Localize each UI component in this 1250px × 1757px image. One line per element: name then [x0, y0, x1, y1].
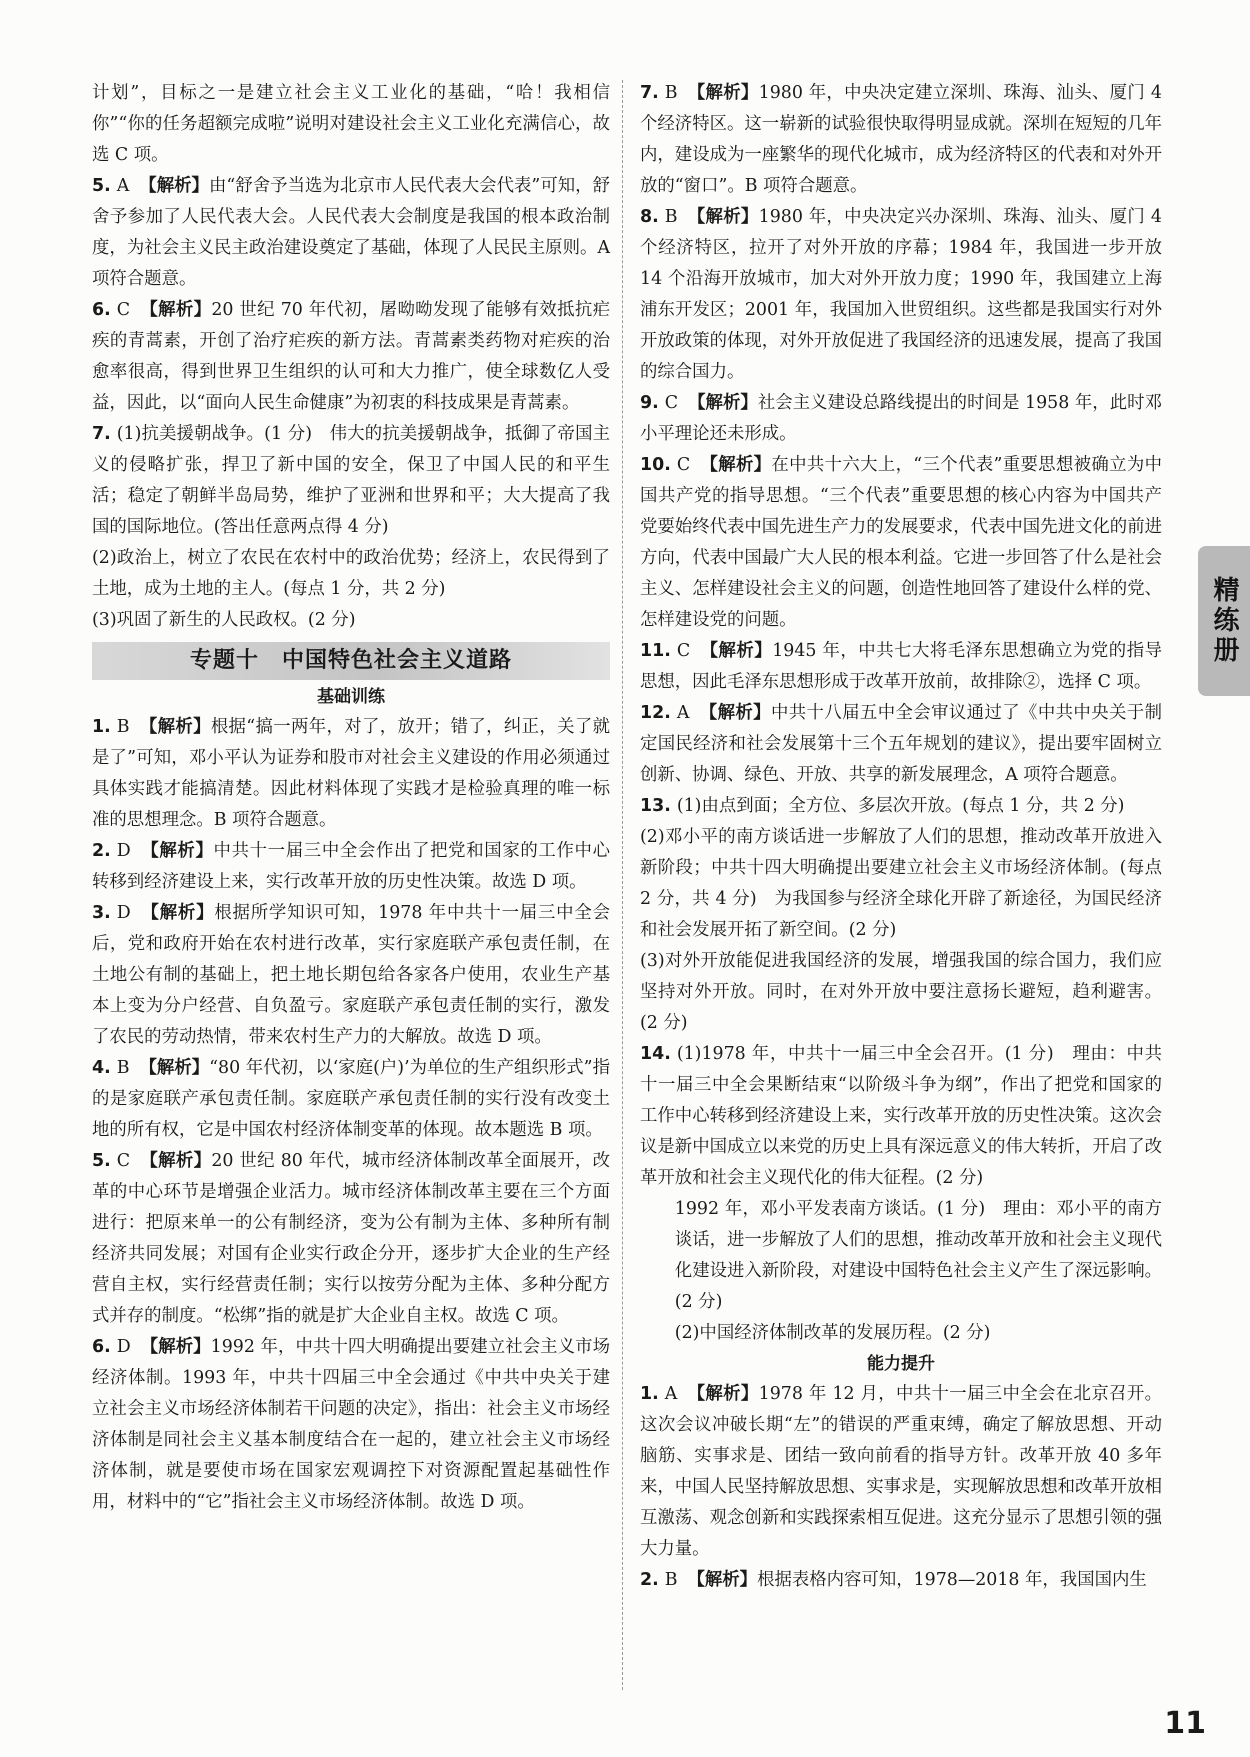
- answer-letter: C: [676, 641, 691, 661]
- answer-item: [92, 1053, 610, 1146]
- answer-item: [92, 1332, 610, 1518]
- left-column: [92, 78, 610, 1518]
- question-number: 7.: [640, 83, 659, 103]
- answer-letter: B: [116, 717, 130, 737]
- answer-letter: A: [116, 176, 130, 196]
- analysis-tag: 【解析】: [687, 1570, 758, 1590]
- answer-letter: B: [664, 1570, 678, 1590]
- section-title: 专题十 中国特色社会主义道路: [92, 642, 610, 680]
- question-number: 13.: [640, 796, 671, 816]
- answer-part: (2)中国经济体制改革的发展历程。(2 分): [674, 1323, 991, 1343]
- question-number: 7.: [92, 424, 111, 444]
- answer-item: [92, 171, 610, 295]
- analysis-tag: 【解析】: [688, 393, 758, 413]
- page-number: 11: [1164, 1706, 1206, 1741]
- column-divider: [622, 80, 623, 1690]
- answer-item: [640, 1379, 1162, 1565]
- question-number: 8.: [640, 207, 659, 227]
- question-number: 9.: [640, 393, 659, 413]
- answer-letter: C: [676, 455, 691, 475]
- right-column: [640, 78, 1162, 1596]
- answer-text: 社会主义建设总路线提出的时间是 1958 年，此时邓小平理论还未形成。: [640, 393, 1162, 444]
- question-number: 12.: [640, 703, 671, 723]
- question-number: 1.: [640, 1384, 659, 1404]
- question-number: 2.: [92, 841, 111, 861]
- answer-item: [640, 388, 1162, 450]
- question-number: 6.: [92, 1337, 111, 1357]
- question-number: 4.: [92, 1058, 111, 1078]
- answer-text: (1)由点到面；全方位、多层次开放。(每点 1 分，共 2 分): [676, 796, 1125, 816]
- analysis-tag: 【解析】: [140, 1151, 212, 1171]
- question-number: 1.: [92, 717, 111, 737]
- answer-letter: C: [116, 300, 131, 320]
- answer-text: 1978 年 12 月，中共十一届三中全会在北京召开。这次会议冲破长期“左”的错误的严重束缚，确定了解放思想、开动脑筋、实事求是、团结一致向前看的指导方针。改革开放 40 多年来，中国人民坚持解放思想、实事求是，实现解放思想和改革开放相互激荡、观念创新和实践探索相互促进。这充分显示了思想引领的强大力量。: [640, 1384, 1162, 1559]
- analysis-tag: 【解析】: [139, 1058, 210, 1078]
- question-number: 11.: [640, 641, 671, 661]
- answer-part: (2)政治上，树立了农民在农村中的政治优势；经济上，农民得到了土地，成为土地的主人。(每点 1 分，共 2 分): [92, 548, 610, 599]
- answer-item: [92, 898, 610, 1053]
- answer-letter: C: [116, 1151, 131, 1171]
- answer-letter: D: [116, 1337, 131, 1357]
- answer-text: 根据“搞一两年，对了，放开；错了，纠正，关了就是了”可知，邓小平认为证券和股市对社会主义建设的作用必须通过具体实践才能搞清楚。因此材料体现了实践才是检验真理的唯一标准的思想理念。B 项符合题意。: [92, 717, 610, 830]
- answer-item: [640, 1039, 1162, 1194]
- question-number: 6.: [92, 300, 111, 320]
- answer-part: (3)对外开放能促进我国经济的发展，增强我国的综合国力，我们应坚持对外开放。同时，在对外开放中要注意扬长避短，趋利避害。(2 分): [640, 951, 1162, 1033]
- answer-part: (2)邓小平的南方谈话进一步解放了人们的思想，推动改革开放进入新阶段；中共十四大明确提出要建立社会主义市场经济体制。(每点 2 分，共 4 分) 为我国参与经济全球化开辟了新途径，为国民经济和社会发展开拓了新空间。(2 分): [640, 827, 1162, 940]
- answer-text: 根据表格内容可知，1978—2018 年，我国国内生: [757, 1570, 1147, 1590]
- answer-letter: D: [116, 903, 131, 923]
- answer-item: [640, 698, 1162, 791]
- answer-item: [640, 791, 1162, 822]
- sub-title: 基础训练: [317, 687, 385, 707]
- analysis-tag: 【解析】: [699, 703, 771, 723]
- answer-text: 由“舒舍予当选为北京市人民代表大会代表”可知，舒舍予参加了人民代表大会。人民代表大会制度是我国的根本政治制度，为社会主义民主政治建设奠定了基础，体现了人民民主原则。A 项符合题意。: [92, 176, 610, 289]
- answer-text: 1980 年，中央决定建立深圳、珠海、汕头、厦门 4 个经济特区。这一崭新的试验很快取得明显成就。深圳在短短的几年内，建设成为一座繁华的现代化城市，成为经济特区的代表和对外开放的“窗口”。B 项符合题意。: [640, 83, 1162, 196]
- answer-item: [92, 419, 610, 543]
- answer-letter: B: [664, 207, 678, 227]
- answer-item: [92, 295, 610, 419]
- continuation-paragraph: 计划”，目标之一是建立社会主义工业化的基础，“哈！我相信你”“你的任务超额完成啦”说明对建设社会主义工业化充满信心，故选 C 项。: [92, 83, 610, 165]
- answer-letter: C: [664, 393, 679, 413]
- answer-item: [92, 712, 610, 836]
- answer-text: 20 世纪 70 年代初，屠呦呦发现了能够有效抵抗疟疾的青蒿素，开创了治疗疟疾的新方法。青蒿素类药物对疟疾的治愈率很高，得到世界卫生组织的认可和大力推广，使全球数亿人受益，因此，以“面向人民生命健康”为初衷的科技成果是青蒿素。: [92, 300, 610, 413]
- answer-item: [640, 1565, 1162, 1596]
- answer-item: [640, 450, 1162, 636]
- sub-title: 能力提升: [867, 1354, 935, 1374]
- answer-item: [640, 636, 1162, 698]
- question-number: 2.: [640, 1570, 659, 1590]
- answer-text: 1945 年，中共七大将毛泽东思想确立为党的指导思想，因此毛泽东思想形成于改革开放前，故排除②，选择 C 项。: [640, 641, 1162, 692]
- answer-text: 根据所学知识可知，1978 年中共十一届三中全会后，党和政府开始在农村进行改革，实行家庭联产承包责任制，在土地公有制的基础上，把土地长期包给各家各户使用，农业生产基本上变为分户经营、自负盈亏。家庭联产承包责任制的实行，激发了农民的劳动热情，带来农村生产力的大解放。故选 D 项。: [92, 903, 610, 1047]
- answer-text: 20 世纪 80 年代，城市经济体制改革全面展开，改革的中心环节是增强企业活力。城市经济体制改革主要在三个方面进行：把原来单一的公有制经济，变为公有制为主体、多种所有制经济共同发展；对国有企业实行政企分开，逐步扩大企业的生产经营自主权，实行经营责任制；实行以按劳分配为主体、多种分配方式并存的制度。“松绑”指的就是扩大企业自主权。故选 C 项。: [92, 1151, 610, 1326]
- answer-letter: D: [116, 841, 131, 861]
- answer-text: 中共十八届五中全会审议通过了《中共中央关于制定国民经济和社会发展第十三个五年规划的建议》，提出要牢固树立创新、协调、绿色、开放、共享的新发展理念，A 项符合题意。: [640, 703, 1162, 785]
- answer-text: “80 年代初，以‘家庭(户)’为单位的生产组织形式”指的是家庭联产承包责任制。家庭联产承包责任制的实行没有改变土地的所有权，它是中国农村经济体制变革的体现。故本题选 B 项。: [92, 1058, 610, 1140]
- question-number: 5.: [92, 1151, 111, 1171]
- answer-item: [92, 1146, 610, 1332]
- answer-letter: B: [664, 83, 678, 103]
- answer-part: (3)巩固了新生的人民政权。(2 分): [92, 610, 356, 630]
- analysis-tag: 【解析】: [687, 83, 759, 103]
- analysis-tag: 【解析】: [140, 1337, 211, 1357]
- answer-text: 中共十一届三中全会作出了把党和国家的工作中心转移到经济建设上来，实行改革开放的历史性决策。故选 D 项。: [92, 841, 610, 892]
- question-number: 3.: [92, 903, 111, 923]
- analysis-tag: 【解析】: [700, 455, 772, 475]
- analysis-tag: 【解析】: [140, 841, 214, 861]
- answer-item: [640, 202, 1162, 388]
- answer-letter: A: [676, 703, 690, 723]
- answer-text: (1)抗美援朝战争。(1 分) 伟大的抗美援朝战争，抵御了帝国主义的侵略扩张，捍卫了新中国的安全，保卫了中国人民的和平生活；稳定了朝鲜半岛局势，维护了亚洲和世界和平；大大提高了我国的国际地位。(答出任意两点得 4 分): [92, 424, 610, 537]
- side-tab: 精练册: [1198, 546, 1250, 696]
- analysis-tag: 【解析】: [700, 641, 773, 661]
- question-number: 5.: [92, 176, 111, 196]
- answer-text: 1980 年，中央决定兴办深圳、珠海、汕头、厦门 4 个经济特区，拉开了对外开放的序幕；1984 年，我国进一步开放14 个沿海开放城市，加大对外开放力度；1990 年，我国建立上海浦东开发区；2001 年，我国加入世贸组织。这些都是我国实行对外开放政策的体现，对外开放促进了我国经济的迅速发展，提高了我国的综合国力。: [640, 207, 1162, 382]
- answer-item: [92, 836, 610, 898]
- analysis-tag: 【解析】: [139, 717, 211, 737]
- answer-list: [640, 78, 1162, 791]
- question-number: 10.: [640, 455, 671, 475]
- analysis-tag: 【解析】: [687, 207, 759, 227]
- answer-part: 1992 年，邓小平发表南方谈话。(1 分) 理由：邓小平的南方谈话，进一步解放了人们的思想，推动改革开放和社会主义现代化建设进入新阶段，对建设中国特色社会主义产生了深远影响。(2 分): [674, 1199, 1162, 1312]
- answer-item: [640, 78, 1162, 202]
- answer-text: 1992 年，中共十四大明确提出要建立社会主义市场经济体制。1993 年，中共十四届三中全会通过《中共中央关于建立社会主义市场经济体制若干问题的决定》，指出：社会主义市场经济体制是同社会主义基本制度结合在一起的，建立社会主义市场经济体制，就是要使市场在国家宏观调控下对资源配置起基础性作用，材料中的“它”指社会主义市场经济体制。故选 D 项。: [92, 1337, 610, 1512]
- answer-letter: A: [664, 1384, 678, 1404]
- answer-text: 在中共十六大上，“三个代表”重要思想被确立为中国共产党的指导思想。“三个代表”重要思想的核心内容为中国共产党要始终代表中国先进生产力的发展要求，代表中国先进文化的前进方向，代表中国最广大人民的根本利益。它进一步回答了什么是社会主义、怎样建设社会主义的问题，创造性地回答了建设什么样的党、怎样建设党的问题。: [640, 455, 1162, 630]
- analysis-tag: 【解析】: [140, 300, 212, 320]
- question-number: 14.: [640, 1044, 671, 1064]
- answer-list: [92, 712, 610, 1518]
- analysis-tag: 【解析】: [687, 1384, 759, 1404]
- answer-text: (1)1978 年，中共十一届三中全会召开。(1 分) 理由：中共十一届三中全会果断结束“以阶级斗争为纲”，作出了把党和国家的工作中心转移到经济建设上来，实行改革开放的历史性决策。这次会议是新中国成立以来党的历史上具有深远意义的伟大转折，开启了改革开放和社会主义现代化的伟大征程。(2 分): [640, 1044, 1162, 1188]
- answer-list: [640, 1379, 1162, 1596]
- answer-list: [92, 171, 610, 419]
- analysis-tag: 【解析】: [140, 903, 215, 923]
- analysis-tag: 【解析】: [139, 176, 209, 196]
- answer-letter: B: [116, 1058, 130, 1078]
